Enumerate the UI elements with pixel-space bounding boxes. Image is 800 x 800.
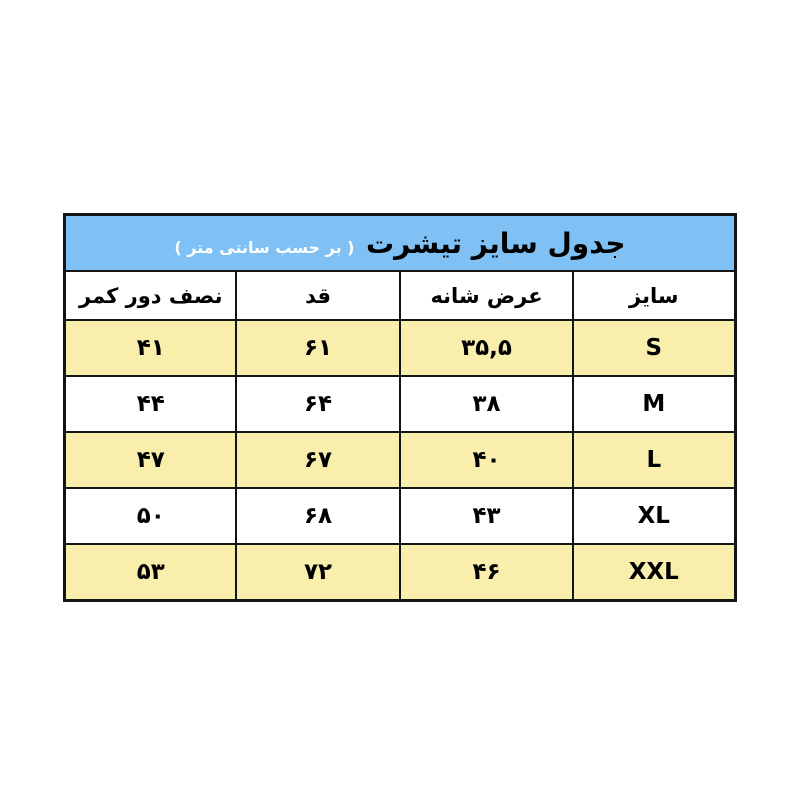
col-header-half-waist: نصف دور کمر [65,271,236,320]
cell-shoulder-width: ۴۶ [400,544,573,601]
col-header-length: قد [236,271,400,320]
col-header-size: سایز [573,271,735,320]
table-row-m [65,376,735,432]
table-row-xxl [65,544,735,601]
cell-length: ۶۱ [236,320,400,376]
table-title-bar [65,215,735,272]
size-chart-table [63,213,736,602]
cell-size: XL [573,488,735,544]
cell-length: ۶۷ [236,432,400,488]
cell-shoulder-width: ۳۵,۵ [400,320,573,376]
cell-size: S [573,320,735,376]
cell-size: M [573,376,735,432]
cell-half-waist: ۴۱ [65,320,236,376]
cell-length: ۶۸ [236,488,400,544]
cell-size: L [573,432,735,488]
cell-shoulder-width: ۴۰ [400,432,573,488]
cell-half-waist: ۵۰ [65,488,236,544]
table-title: جدول سایز تیشرت [366,226,626,260]
cell-half-waist: ۴۷ [65,432,236,488]
cell-half-waist: ۴۴ [65,376,236,432]
table-row-l [65,432,735,488]
cell-length: ۷۲ [236,544,400,601]
cell-length: ۶۴ [236,376,400,432]
col-header-shoulder-width: عرض شانه [400,271,573,320]
title-row [65,215,735,272]
cell-shoulder-width: ۴۳ [400,488,573,544]
cell-half-waist: ۵۳ [65,544,236,601]
cell-size: XXL [573,544,735,601]
cell-shoulder-width: ۳۸ [400,376,573,432]
table-subtitle: ( بر حسب سانتی متر ) [174,237,355,257]
table-row-s [65,320,735,376]
table-row-xl [65,488,735,544]
header-row [65,271,735,320]
